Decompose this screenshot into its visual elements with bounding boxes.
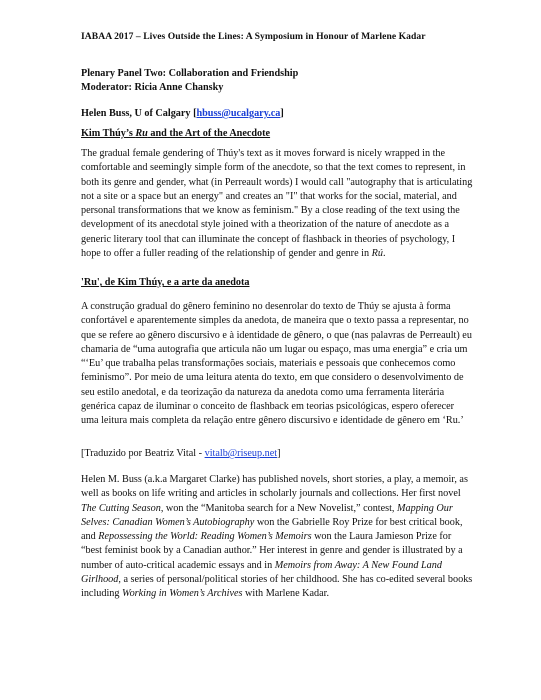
presenter-line [81, 107, 473, 121]
bio-text-4: won the Laura Jamieson Prize for “best feminist book by a Canadian author.” Her interest in genre and gender is illustrated by a number of auto-critical academic essays and in [81, 531, 463, 571]
english-body-pre: The gradual female gendering of Thúy's text as it moves forward is nicely wrapped in the comfortable and seemingly simple form of the anecdote, so that the text comes to represent, in both its genre and gender, what (in Perreault words) I would call "autography that is articulating not a site or a space but an energy" and creates an "I" that works for the social, material, and personal transformations that we know as feminism." By a close reading of the text using the development of its anecdotal style joined with a theorization of the nature of anecdote as a generic literary tool that can illuminate the concept of flashback in theories of psychology, I hope to offer a fuller reading of the relationship of gender and genre in [81, 148, 473, 260]
panel-moderator: Moderator: Ricia Anne Chansky [81, 82, 224, 94]
translation-credit [81, 447, 473, 461]
presenter-name: Helen Buss, U of Calgary [ [81, 108, 197, 119]
portuguese-title-text: 'Ru', de Kim Thúy, e a arte da anedota [81, 277, 250, 288]
running-header: IABAA 2017 – Lives Outside the Lines: A Symposium in Honour of Marlene Kadar [81, 31, 426, 42]
english-body-em: Rú [371, 248, 383, 260]
bio-book-5: Working in Women’s Archives [122, 588, 243, 600]
panel-title: Plenary Panel Two: Collaboration and Friendship [81, 68, 299, 79]
bio-text-5: , a series of personal/political stories of her childhood. She has co-edited several books including [81, 574, 473, 600]
translator-email-link[interactable]: vitalb@riseup.net [204, 448, 278, 459]
bio-book-2: Mapping Our Selves: Canadian Women’s Autobiography [81, 502, 453, 528]
english-title [81, 127, 473, 141]
panel-info [81, 67, 473, 96]
bio-book-3: Repossessing the World: Reading Women’s Memoirs [98, 531, 312, 543]
portuguese-abstract [81, 300, 473, 429]
presenter-bracket: ] [280, 108, 284, 119]
english-body-post: . [382, 248, 386, 260]
bio-paragraph [81, 473, 473, 602]
english-title-pre: Kim Thúy’s [81, 128, 136, 139]
bio-text-2: , won the “Manitoba search for a New Novelist,” contest, [160, 502, 398, 514]
bio-text-1: Helen M. Buss (a.k.a Margaret Clarke) has published novels, short stories, a play, a memoir, as well as books on life writing and articles in scholarly journals and collections. Her first novel [81, 474, 468, 500]
presenter-email-link[interactable]: hbuss@ucalgary.ca [196, 108, 281, 119]
portuguese-title [81, 276, 473, 290]
bio-book-1: The Cutting Season [81, 502, 161, 514]
portuguese-body: A construção gradual do gênero feminino no desenrolar do texto de Thúy se ajusta à forma confortável e aparentemente simples da anedota, de maneira que o texto passa a representar, no que se refere ao gênero discursivo e à identidade de gênero, o que (nas palavras de Perreault) eu chamaria de “uma autografia que articula não um lugar ou espaço, mas uma energia” e cria um “‘Eu’ que trabalha pelas transformações sociais, materiais e pessoais que conhecemos como feminismo”. Por meio de uma leitura atenta do texto, em que considero o desenvolvimento de seu estilo anedotal, e da teorização da natureza da anedota como uma ferramenta literária genérica capaz de iluminar o conceito de flashback em teorias psicológicas, espero oferecer uma leitura mais completa da relação entre gênero discursivo e identidade de gênero em ‘Ru.’ [81, 301, 472, 427]
translation-pre: [Traduzido por Beatriz Vital - [81, 448, 205, 459]
bio-book-4: Memoirs from Away: A New Found Land Girlhood [81, 559, 442, 586]
english-abstract [81, 147, 473, 261]
bio-text-3: won the Gabrielle Roy Prize for best critical book, and [81, 516, 463, 543]
translation-post: ] [277, 448, 281, 459]
english-title-em: Ru [135, 128, 148, 139]
bio-text-6: with Marlene Kadar. [242, 588, 330, 600]
english-title-post: and the Art of the Anecdote [147, 128, 271, 139]
